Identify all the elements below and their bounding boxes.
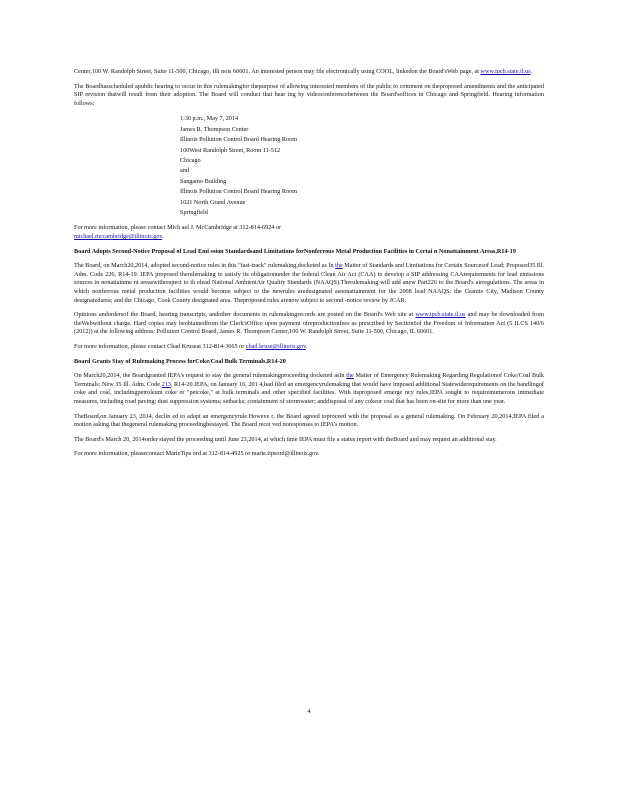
address-line: and (180, 167, 189, 175)
section-heading: Board Grants Stay of Rulemaking Process forCoke/Coal Bulk Terminals,R14-20 (74, 357, 286, 365)
address-line: Springfield (180, 209, 208, 217)
text: , R14-20.IEPA, on January 16, 201 4,had filed an emergencyrulemaking that would have imposed additional Statewiderequirements on the handlingof coke and coal, includingpetroleum coke or "petcoke," at bulk terminals and other specified facilities. With itsproposed emerge ncy rules,IEPA sought to requireinumerous immediate measures, including road paving; dust suppression systems; setbacks; containment of stormwater; anddisposal of any cokeor coal that has been on-site for more than one year. (74, 380, 544, 405)
email-link[interactable]: michael.mccambridge@illinois.gov (74, 233, 163, 241)
text: Matter of Emergency Rulemaking Regarding Regulationof Coke/Coal Bulk Terminals: New 35 Ill. Adm. Code (74, 372, 544, 388)
section-heading: Board Adopts Second-Notice Proposal of Lead Emi ssion Standardsand Limitations forNonferrous Metal Production Facilities in Certai n Nonattainment Areas,R14-19 (74, 247, 516, 255)
text: For more information, please contact Chad Kruseat 312-814-3665 or (74, 342, 246, 350)
paragraph (74, 343, 544, 352)
address-line: Illinois Pollution Control Board Hearing Room (180, 136, 298, 144)
hearing-address-block (180, 114, 544, 218)
address-line: 100West Randolph Street, Room 11-512 (180, 146, 281, 154)
code-link[interactable]: 213 (161, 380, 171, 388)
website-link[interactable]: www.ipcb.state.il.us (415, 311, 466, 319)
text: Opinions andordersof the Board, hearing transcripts, andother documents in rulemakingrecords are posted on the Board's Web site at (74, 311, 416, 319)
address-line: 1:30 p.m., May 7, 2014 (180, 115, 239, 123)
address-line: Sangamo Building (180, 177, 227, 185)
paragraph (74, 311, 544, 337)
text: The Board, on March20,2014, adopted second-notice rules in this "fast-track" rulemaking,docketed as In (74, 262, 336, 270)
email-link[interactable]: chad.kruse@illinois.gov (245, 342, 306, 350)
address-line: 1021 North Grand Avenue (180, 198, 246, 206)
text: Center,100 W. Randolph Street, Suite 11-500, Chicago, Illi nois 60601. An interested person may file electronically using COOL, linkedon the Board'sWeb page, at (74, 68, 481, 75)
text: Matter of Standards and Limitations for Certain Sourcesof Lead; Proposed35 Ill. Adm. Code 226, R14-19. IEPA proposed therulemaking to satisfy its obligationunder the federal Clean Air Act (CAA) to develop a SIP addressing CAArequirements for lead emissions sources in nonattainme nt areaswithrespect to th elead National AmbientAir Quality Standards (NAAQS).Therulemaking will add anew Part226 to the Board's airregulations. The areas in which nonferrous metal production facilities would become subject to the newrules aredesignated asnonattainment for the 2008 lead NAAQS: the Granite City, Madison County designatedarea; and the Chicago, Cook County designated area. Theproposed rules arenow subject to second -notice review by JCAR. (74, 262, 544, 304)
address-line: Illinois Pollution Control Board Hearing Room (180, 188, 298, 196)
paragraph (74, 262, 544, 305)
text: . (305, 342, 308, 350)
case-link[interactable]: the (335, 262, 343, 270)
paragraph (74, 372, 544, 406)
text: On March20,2014, the Boardgranted IEPA's request to stay the general rulemakingproceeding docketed asIn (74, 372, 347, 380)
website-link[interactable]: www.ipcb.state.il.us (480, 68, 531, 75)
paragraph: The Board's March 20, 2014order stayed the proceeding until June 23,2014, at which time IEPA must file a status report with theBoard and may request an additional stay. (74, 435, 497, 443)
text: For more information, please contact Mich ael J. McCambridge at 312-814-6924 or (74, 224, 282, 232)
paragraph: TheBoard,on January 23, 2014, declin ed to adopt an emergencyrule.Howeve r, the Board agreed toproceed with the proposal as a general rulemaking. On February 20,2014,IEPA filed a motion asking that thegeneral rulemaking proceedingbestayed. The Board recei ved noresponses to IEPA's motion. (74, 412, 544, 429)
text: . (162, 233, 164, 241)
text: and may be downloaded from theWebwithout charge. Hard copies may beobtainedfrom the Clerk'sOffice upon payment ofreproductionfees as prescribed by Section6of the Freedom of Information Act (5 ILCS 140/6 (2012)) at the following address: Pollution Control Board, James R. Thompson Center,100 W. Randolph Street, Suite 11-500, Chicago, IL 60601. (74, 311, 544, 336)
paragraph: The Boardhasscheduled apublic hearing to occur in this rulemakingfor thepurpose of allowing interested members of the public to comment on theproposed amendments and the anticipated SIP revision thatwill result from their adoption. The Board will conduct that hear ing by videoconferencebetween the Board'soffices in Chicago and Springfield. Hearing information follows: (74, 82, 544, 107)
paragraph (74, 224, 544, 241)
address-line: Chicago (180, 157, 201, 164)
case-link[interactable]: the (346, 372, 354, 380)
address-line: James R. Thompson Center (180, 125, 249, 133)
text: . (530, 68, 533, 75)
document-body (74, 68, 544, 465)
paragraph (74, 68, 544, 77)
page-number: 4 (307, 708, 311, 715)
paragraph: For more information, pleasecontact MarieTips ord at 312-814-4925 or marie.tipsord@illinois.gov. (74, 450, 320, 458)
